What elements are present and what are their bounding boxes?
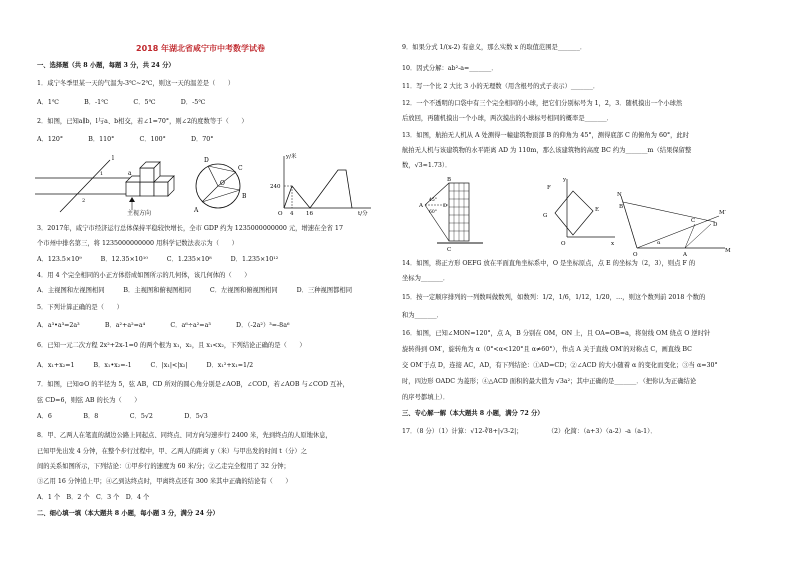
question-10: 10．因式分解：ab²-a=_______． [402,65,498,72]
question-2-options: A．120° B．110° C．100° D．70° [37,136,214,143]
fig7-label-B: B [242,193,247,200]
question-13-line3: 数，√3≈1.73）． [402,162,452,169]
figure-distance-graph [266,150,376,220]
question-12-line1: 12．一个不透明的口袋中有三个完全相同的小球，把它们分别标号为 1，2，3．随机摸出一个小球然 [402,100,683,107]
question-16-line2: 旋转得到 OM′，旋转角为 α（0°<α<120°且 α≠60°），作点 A 关于直线 OM′的对称点 C，画直线 BC [402,346,692,353]
question-14-line2: 坐标为_______． [402,275,450,282]
fig16-label-alpha: α [657,240,661,246]
question-8-line1: 8．甲、乙两人在笔直的湖边公路上同起点、同终点、同方向匀速步行 2400 米，先到终点的人原地休息， [37,432,332,439]
question-15-line2: 和为_______． [402,312,443,319]
fig7-label-C: C [238,165,243,172]
question-4: 4．用 4 个完全相同的小正方体搭成如图所示的几何体，该几何体的（ ） [37,272,251,279]
figure-square-axes [537,175,617,255]
question-8-line4: ③乙用 16 分钟追上甲；④乙到达终点时，甲离终点还有 300 米其中正确的结论有（ ） [37,478,292,485]
question-6: 6．已知一元二次方程 2x²+2x-1=0 的两个根为 x₁，x₂，且 x₁<x₂，下列结论正确的是（ ） [37,342,306,349]
left-column [0,0,388,562]
question-5: 5．下列计算正确的是（ ） [37,304,123,311]
question-7-options: A．6 B．8 C．5√2 D．5√3 [37,413,208,420]
fig13-label-60: 60° [429,210,437,215]
fig8-label-4: 4 [290,211,294,217]
fig14-label-E: E [595,207,600,213]
fig8-axis-t: t/分 [358,211,368,217]
question-13-line1: 13．如图，航拍无人机从 A 处测得一幢建筑物顶部 B 的仰角为 45°，测得底部 C 的俯角为 60°，此时 [402,132,690,139]
fig13-label-45: 45° [429,198,437,203]
question-1-options: A．1℃ B．-1℃ C．5℃ D．-5℃ [37,99,206,106]
question-16-line5: 的序号都填上）． [402,394,450,401]
fig13-label-C: C [447,247,452,253]
question-13-line2: 航拍无人机与该建筑物的水平距离 AD 为 110m，那么该建筑物的高度 BC 约为_______m（结果保留整 [402,147,692,154]
figure-rotation [617,190,735,260]
question-8-line2: 已知甲先出发 4 分钟，在整个步行过程中，甲、乙两人的距离 y（米）与甲出发的时间 t（分）之 [37,448,307,455]
fig14-label-O: O [561,241,566,247]
fig7-label-D: D [204,157,209,164]
fig16-label-O: O [633,252,638,258]
fig14-axis-y: y [563,177,567,183]
fig8-label-16: 16 [306,211,313,217]
question-4-options: A．主视图和左视图相同 B．主视图和俯视图相同 C．左视图和俯视图相同 D．三种视图都相同 [37,287,352,294]
section-heading-fill: 二、细心填一填（本大题共 8 小题，每小题 3 分，满分 24 分） [37,510,219,517]
question-6-options: A．x₁+x₂=1 B．x₁•x₂=-1 C．|x₁|<|x₂| D．x₁²+x₁=1/2 [37,362,254,369]
question-5-options: A．a³•a³=2a³ B．a²+a²=a⁴ C．a⁶÷a²=a³ D．（-2a²）³=-8a⁶ [37,322,290,329]
fig13-label-A: A [419,203,423,209]
question-7-line2: 弦 CD=6，则弦 AB 的长为（ ） [37,397,141,404]
question-16-line3: 交 OM′于点 D，连接 AC，AD，有下列结论：①AD=CD；②∠ACD 的大小随着 α 的变化而变化；③当 α=30° [402,362,718,369]
question-8-options: A．1 个 B．2 个 C．3 个 D．4 个 [37,494,150,501]
question-1: 1．咸宁冬季里某一天的气温为-3℃~2℃，则这一天的温差是（ ） [37,80,235,87]
question-14-line1: 14．如图，将正方形 OEFG 放在平面直角坐标系中，O 是坐标原点，点 E 的坐标为（2，3），则点 F 的 [402,260,696,267]
fig7-label-A: A [194,207,199,214]
fig2-label-a: a [128,170,132,177]
fig14-label-G: G [543,213,548,219]
question-2: 2．如图，已知a∥b，l与a、b相交，若∠1=70°，则∠2的度数等于（ ） [37,118,248,125]
fig16-label-M: M [725,248,731,254]
fig7-label-O: O [220,180,225,187]
fig16-label-D: D [713,222,718,228]
fig16-label-C: C [691,218,696,224]
fig8-axis-y: y/米 [286,154,297,160]
figure-building [419,175,489,255]
question-9: 9．如果分式 1/(x-2) 有意义，那么实数 x 的取值范围是_______． [402,44,587,51]
question-17: 17．（8 分）（1）计算：√12-∛8+|√3-2|； （2）化简：（a+3）（a-2）-a（a-1）． [402,428,657,435]
fig8-origin: O [278,211,283,217]
fig16-label-B: B [619,204,624,210]
fig2-label-2: 2 [82,198,86,204]
question-8-line3: 间的关系如图所示，下列结论：①甲步行的速度为 60 米/分；②乙走完全程用了 32 分钟； [37,463,290,470]
fig16-label-A: A [683,252,687,258]
question-3-line1: 3．2017年，咸宁市经济运行总体保持平稳较快增长，全市 GDP 约为 1235000000000 元，增速在全省 17 [37,225,343,232]
question-3-options: A．123.5×10⁹ B．12.35×10¹⁰ C．1.235×10⁸ D．1.235×10¹² [37,256,279,263]
section-heading-choice: 一、选择题（共 8 小题，每题 3 分，共 24 分） [37,62,175,69]
fig14-axis-x: x [611,241,615,247]
fig2-label-1: 1 [100,171,104,177]
question-11: 11．写一个比 2 大比 3 小的无理数（用含根号的式子表示）_______． [402,83,600,90]
fig16-label-N: N [617,192,622,198]
fig2-label-l: l [112,155,114,162]
question-16-line4: 时，四边形 OADC 为菱形；④△ACD 面积的最大值为 √3a²；其中正确的是_______．（把你认为正确结论 [402,378,697,385]
question-15-line1: 15．按一定顺序排列的一列数叫做数列，如数列：1/2，1/6，1/12，1/20，…，则这个数列前 2018 个数的 [402,294,706,301]
question-12-line2: 后放回，再随机摸出一个小球，两次摸出的小球标号相同的概率是_______． [402,115,613,122]
fig8-label-240: 240 [270,184,281,190]
figure-circle [188,152,248,222]
fig13-label-B: B [447,177,452,183]
section-heading-solve: 三、专心解一解（本大题共 8 小题，满分 72 分） [402,410,544,417]
fig14-label-F: F [547,185,551,191]
fig4-view-caption: 主视方向 [127,210,152,217]
fig16-label-Mprime: M′ [719,210,726,216]
question-3-line2: 个市州中排名第三，将 1235000000000 用科学记数法表示为（ ） [37,240,238,247]
fig13-label-D: D [443,203,448,209]
page-title: 2018 年湖北省咸宁市中考数学试卷 [136,44,266,53]
question-7-line1: 7．如图，已知⊙O 的半径为 5，弦 AB，CD 所对的圆心角分别是∠AOB，∠COD，若∠AOB 与∠COD 互补， [37,381,349,388]
question-16-line1: 16．如图，已知∠MON=120°，点 A，B 分别在 OM，ON 上，且 OA=OB=a，将射线 OM 绕点 O 逆时针 [402,330,711,337]
right-column [397,0,785,562]
